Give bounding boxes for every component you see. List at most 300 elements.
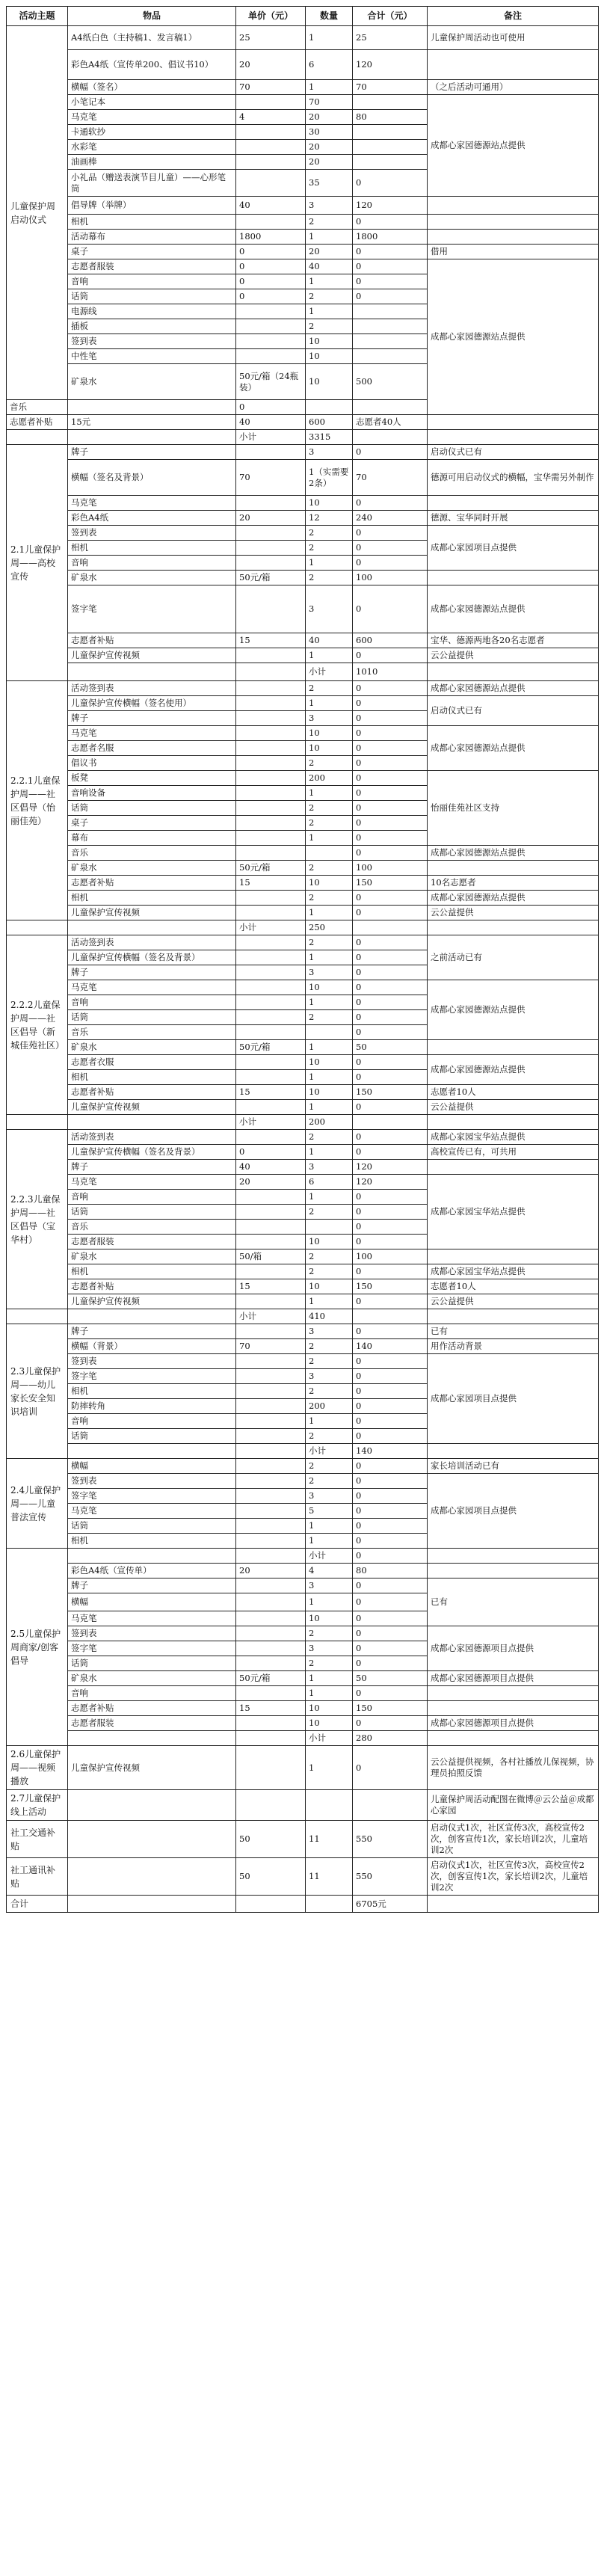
table-row: [7, 1701, 599, 1716]
topic-cell: 2.4儿童保护周——儿童普法宣传: [7, 1459, 68, 1549]
table-row: [7, 50, 599, 80]
price-cell: [236, 891, 306, 906]
total-cell: 0: [353, 1354, 428, 1369]
qty-cell: 1: [306, 1414, 353, 1429]
item-cell: 矿泉水: [68, 1249, 236, 1264]
total-cell: 0: [353, 965, 428, 980]
item-cell: [68, 1549, 236, 1564]
qty-cell: 10: [306, 1235, 353, 1249]
qty-cell: 1: [306, 1070, 353, 1085]
qty-cell: 12: [306, 511, 353, 526]
total-cell: 0: [353, 1489, 428, 1504]
qty-cell: 250: [306, 920, 353, 935]
price-cell: [236, 965, 306, 980]
table-row: [7, 846, 599, 861]
remark-cell: [428, 50, 599, 80]
remark-cell: [428, 1564, 599, 1579]
header-total: 合计（元）: [353, 7, 428, 26]
total-cell: [353, 304, 428, 319]
price-cell: [236, 1264, 306, 1279]
price-cell: [236, 1459, 306, 1474]
item-cell: 音乐: [68, 1220, 236, 1235]
total-cell: 100: [353, 861, 428, 876]
total-cell: 0: [353, 995, 428, 1010]
total-cell: 0: [353, 1716, 428, 1731]
topic-cell: 2.2.1儿童保护周——社区倡导（怡丽佳苑）: [7, 681, 68, 920]
qty-cell: 2: [306, 1626, 353, 1641]
remark-cell: 成都心家园项目点提供: [428, 1354, 599, 1444]
table-row: [7, 1249, 599, 1264]
item-cell: 马克笔: [68, 1504, 236, 1519]
price-cell: [236, 995, 306, 1010]
qty-cell: 3: [306, 197, 353, 215]
item-cell: 相机: [68, 1534, 236, 1549]
price-cell: [236, 541, 306, 556]
total-cell: 120: [353, 197, 428, 215]
qty-cell: 小计: [306, 1444, 353, 1459]
qty-cell: 10: [306, 334, 353, 349]
total-cell: 0: [353, 1579, 428, 1593]
item-cell: 倡导牌（举牌）: [68, 197, 236, 215]
remark-cell: [428, 197, 599, 215]
qty-cell: 3: [306, 445, 353, 460]
item-cell: [68, 1731, 236, 1746]
price-cell: 15: [236, 1085, 306, 1100]
total-cell: 0: [353, 1145, 428, 1160]
remark-cell: 宝华、德源两地各20名志愿者: [428, 633, 599, 648]
price-cell: [236, 1519, 306, 1534]
total-cell: [353, 349, 428, 364]
item-cell: 儿童保护宣传视频: [68, 1746, 236, 1790]
total-cell: 0: [353, 831, 428, 846]
table-row: [7, 1579, 599, 1593]
qty-cell: 40: [306, 259, 353, 274]
price-cell: 50: [236, 1858, 306, 1896]
total-cell: 0: [353, 1414, 428, 1429]
item-cell: [68, 1858, 236, 1896]
item-cell: 活动幕布: [68, 230, 236, 245]
price-cell: [236, 816, 306, 831]
table-row: [7, 215, 599, 230]
remark-cell: （之后活动可通用）: [428, 80, 599, 95]
price-cell: 25: [236, 26, 306, 50]
price-cell: 小计: [236, 430, 306, 445]
price-cell: [236, 950, 306, 965]
remark-cell: 高校宣传已有，可共用: [428, 1145, 599, 1160]
item-cell: 签到表: [68, 334, 236, 349]
qty-cell: 3: [306, 1369, 353, 1384]
price-cell: 4: [236, 110, 306, 125]
total-cell: 0: [353, 801, 428, 816]
item-cell: 彩色A4纸（宣传单）: [68, 1564, 236, 1579]
table-row: [7, 511, 599, 526]
total-cell: 0: [353, 1100, 428, 1115]
qty-cell: 2: [306, 215, 353, 230]
price-cell: [236, 846, 306, 861]
total-cell: 50: [353, 1671, 428, 1686]
item-cell: 桌子: [68, 245, 236, 259]
remark-cell: 儿童保护周活动也可使用: [428, 26, 599, 50]
item-cell: [68, 430, 236, 445]
qty-cell: 10: [306, 876, 353, 891]
table-body: [7, 26, 599, 1913]
total-cell: 0: [353, 906, 428, 920]
item-cell: 矿泉水: [68, 1040, 236, 1055]
remark-cell: 启动仪式1次，社区宣传3次，高校宣传2次，创客宣传1次，家长培训2次，儿童培训2次: [428, 1858, 599, 1896]
table-row: [7, 1731, 599, 1746]
item-cell: [68, 1444, 236, 1459]
qty-cell: 1: [306, 1040, 353, 1055]
price-cell: [236, 526, 306, 541]
qty-cell: 3: [306, 1324, 353, 1339]
total-cell: 100: [353, 1249, 428, 1264]
total-cell: 0: [353, 541, 428, 556]
qty-cell: 1: [306, 1294, 353, 1309]
table-row: [7, 980, 599, 995]
remark-cell: [428, 861, 599, 876]
remark-cell: [428, 663, 599, 681]
total-cell: 0: [353, 771, 428, 786]
item-cell: [68, 1309, 236, 1324]
price-cell: 40: [236, 415, 306, 430]
price-cell: [236, 1474, 306, 1489]
budget-table-container: [6, 6, 598, 1913]
price-cell: 15: [236, 876, 306, 891]
total-cell: 80: [353, 1564, 428, 1579]
price-cell: [236, 935, 306, 950]
item-cell: 卡通软抄: [68, 125, 236, 140]
qty-cell: 2: [306, 526, 353, 541]
price-cell: [236, 1549, 306, 1564]
price-cell: [236, 771, 306, 786]
topic-cell: 合计: [7, 1896, 68, 1913]
price-cell: [236, 1790, 306, 1821]
total-cell: 0: [353, 1384, 428, 1399]
remark-cell: 成都心家园项目点提供: [428, 526, 599, 571]
remark-cell: 成都心家园德源项目点提供: [428, 1716, 599, 1731]
table-row: [7, 1160, 599, 1175]
remark-cell: 德源、宝华同时开展: [428, 511, 599, 526]
price-cell: 小计: [236, 1309, 306, 1324]
price-cell: [236, 1504, 306, 1519]
topic-cell: [7, 430, 68, 445]
item-cell: 话筒: [68, 1429, 236, 1444]
qty-cell: 200: [306, 771, 353, 786]
qty-cell: 10: [306, 980, 353, 995]
total-cell: 0: [353, 1504, 428, 1519]
remark-cell: 云公益提供: [428, 906, 599, 920]
item-cell: [68, 1115, 236, 1130]
qty-cell: 1: [306, 1519, 353, 1534]
qty-cell: 10: [306, 496, 353, 511]
price-cell: 50元/箱（24瓶装）: [236, 364, 306, 400]
price-cell: [236, 585, 306, 633]
total-cell: [353, 319, 428, 334]
qty-cell: 2: [306, 935, 353, 950]
table-row: [7, 726, 599, 741]
item-cell: 话筒: [68, 1205, 236, 1220]
qty-cell: 1: [306, 648, 353, 663]
remark-cell: 成都心家园德源站点提供: [428, 259, 599, 415]
table-row: [7, 1130, 599, 1145]
remark-cell: 云公益提供: [428, 1100, 599, 1115]
topic-cell: 2.1儿童保护周——高校宣传: [7, 445, 68, 681]
item-cell: 马克笔: [68, 1611, 236, 1626]
qty-cell: 10: [306, 1716, 353, 1731]
item-cell: 签到表: [68, 1474, 236, 1489]
remark-cell: 志愿者10人: [428, 1279, 599, 1294]
qty-cell: 11: [306, 1821, 353, 1858]
item-cell: 相机: [68, 541, 236, 556]
table-row: [7, 1626, 599, 1641]
total-cell: 0: [353, 1429, 428, 1444]
price-cell: [236, 1070, 306, 1085]
table-row: [7, 920, 599, 935]
total-cell: 0: [353, 274, 428, 289]
qty-cell: 2: [306, 1264, 353, 1279]
qty-cell: 10: [306, 364, 353, 400]
price-cell: [236, 1025, 306, 1040]
table-row: [7, 1145, 599, 1160]
remark-cell: [428, 1731, 599, 1746]
total-cell: 0: [353, 1055, 428, 1070]
item-cell: 横幅（背景）: [68, 1339, 236, 1354]
total-cell: 0: [353, 1459, 428, 1474]
item-cell: 音响: [68, 556, 236, 571]
topic-cell: 2.2.2儿童保护周——社区倡导（新城佳苑社区）: [7, 935, 68, 1115]
price-cell: 15: [236, 1279, 306, 1294]
total-cell: 0: [353, 1549, 428, 1564]
table-row: [7, 1085, 599, 1100]
remark-cell: [428, 215, 599, 230]
total-cell: [353, 920, 428, 935]
remark-cell: 成都心家园宝华站点提供: [428, 1130, 599, 1145]
item-cell: 板凳: [68, 771, 236, 786]
item-cell: 小笔记本: [68, 95, 236, 110]
qty-cell: 1: [306, 26, 353, 50]
price-cell: 20: [236, 1564, 306, 1579]
item-cell: 话筒: [68, 289, 236, 304]
total-cell: 0: [353, 1190, 428, 1205]
price-cell: [236, 125, 306, 140]
table-row: [7, 1474, 599, 1489]
remark-cell: [428, 1160, 599, 1175]
table-row: [7, 197, 599, 215]
price-cell: 70: [236, 460, 306, 496]
item-cell: 桌子: [68, 816, 236, 831]
remark-cell: 借用: [428, 245, 599, 259]
item-cell: 横幅: [68, 1593, 236, 1611]
qty-cell: 1: [306, 80, 353, 95]
total-cell: 0: [353, 1264, 428, 1279]
qty-cell: 2: [306, 1384, 353, 1399]
item-cell: 志愿者补贴: [68, 876, 236, 891]
total-cell: 0: [353, 585, 428, 633]
remark-cell: [428, 415, 599, 430]
item-cell: 志愿者补贴: [68, 1085, 236, 1100]
item-cell: 志愿者服装: [68, 259, 236, 274]
remark-cell: [428, 920, 599, 935]
total-cell: 0: [353, 215, 428, 230]
table-row: [7, 1294, 599, 1309]
qty-cell: 3: [306, 1489, 353, 1504]
qty-cell: 2: [306, 1249, 353, 1264]
total-cell: 0: [353, 1656, 428, 1671]
price-cell: [236, 445, 306, 460]
price-cell: [236, 1534, 306, 1549]
price-cell: [236, 215, 306, 230]
price-cell: 15: [236, 1701, 306, 1716]
total-cell: 0: [353, 445, 428, 460]
item-cell: 话筒: [68, 1010, 236, 1025]
price-cell: 1800: [236, 230, 306, 245]
total-cell: 0: [353, 1324, 428, 1339]
remark-cell: 成都心家园德源站点提供: [428, 846, 599, 861]
table-row: [7, 1671, 599, 1686]
qty-cell: 2: [306, 861, 353, 876]
qty-cell: 2: [306, 1010, 353, 1025]
item-cell: [68, 1821, 236, 1858]
remark-cell: [428, 1444, 599, 1459]
item-cell: 牌子: [68, 445, 236, 460]
price-cell: 0: [236, 1145, 306, 1160]
total-cell: 500: [353, 364, 428, 400]
qty-cell: 10: [306, 1279, 353, 1294]
total-cell: 150: [353, 1085, 428, 1100]
table-row: [7, 1339, 599, 1354]
remark-cell: 成都心家园德源站点提供: [428, 1055, 599, 1085]
topic-cell: [7, 920, 68, 935]
qty-cell: 200: [306, 1399, 353, 1414]
price-cell: 50元/箱: [236, 861, 306, 876]
table-row: [7, 415, 599, 430]
qty-cell: 1: [306, 1593, 353, 1611]
price-cell: 70: [236, 80, 306, 95]
item-cell: 横幅（签名及背景）: [68, 460, 236, 496]
qty-cell: 6: [306, 50, 353, 80]
remark-cell: 怡丽佳苑社区支持: [428, 771, 599, 846]
qty-cell: 小计: [306, 1731, 353, 1746]
qty-cell: 4: [306, 1564, 353, 1579]
remark-cell: 10名志愿者: [428, 876, 599, 891]
total-cell: 0: [353, 1205, 428, 1220]
table-row: [7, 1716, 599, 1731]
item-cell: 志愿者服装: [68, 1235, 236, 1249]
qty-cell: 3: [306, 1641, 353, 1656]
total-cell: 550: [353, 1858, 428, 1896]
table-row: [7, 696, 599, 711]
total-cell: 0: [353, 1220, 428, 1235]
price-cell: [236, 801, 306, 816]
item-cell: 牌子: [68, 711, 236, 726]
qty-cell: 2: [306, 891, 353, 906]
qty-cell: 1: [306, 1100, 353, 1115]
qty-cell: 1: [306, 304, 353, 319]
price-cell: [236, 1235, 306, 1249]
price-cell: [236, 1100, 306, 1115]
total-cell: 0: [353, 648, 428, 663]
qty-cell: 5: [306, 1504, 353, 1519]
qty-cell: 2: [306, 1429, 353, 1444]
qty-cell: 30: [306, 125, 353, 140]
item-cell: [68, 663, 236, 681]
item-cell: 彩色A4纸: [68, 511, 236, 526]
total-cell: [353, 125, 428, 140]
qty-cell: 2: [306, 289, 353, 304]
total-cell: 1010: [353, 663, 428, 681]
price-cell: 0: [236, 259, 306, 274]
item-cell: 水彩笔: [68, 140, 236, 155]
price-cell: [236, 906, 306, 920]
total-cell: 0: [353, 170, 428, 197]
header-price: 单价（元）: [236, 7, 306, 26]
item-cell: 牌子: [68, 965, 236, 980]
remark-cell: 用作活动背景: [428, 1339, 599, 1354]
remark-cell: [428, 1701, 599, 1716]
price-cell: [236, 1686, 306, 1701]
qty-cell: 11: [306, 1858, 353, 1896]
item-cell: 相机: [68, 215, 236, 230]
item-cell: 儿童保护宣传视频: [68, 906, 236, 920]
remark-cell: 云公益提供: [428, 1294, 599, 1309]
item-cell: 话筒: [68, 1519, 236, 1534]
item-cell: 签到表: [68, 1626, 236, 1641]
qty-cell: 1: [306, 274, 353, 289]
price-cell: 15: [236, 633, 306, 648]
qty-cell: 1: [306, 1534, 353, 1549]
qty-cell: 1: [306, 1671, 353, 1686]
qty-cell: 2: [306, 1354, 353, 1369]
price-cell: 40: [236, 1160, 306, 1175]
price-cell: [236, 1731, 306, 1746]
qty-cell: 2: [306, 801, 353, 816]
total-cell: 120: [353, 50, 428, 80]
price-cell: [236, 1626, 306, 1641]
remark-cell: 启动仪式已有: [428, 445, 599, 460]
remark-cell: 启动仪式1次，社区宣传3次，高校宣传2次，创客宣传1次，家长培训2次，儿童培训2次: [428, 1821, 599, 1858]
item-cell: 签到表: [68, 526, 236, 541]
price-cell: [236, 1656, 306, 1671]
table-row: [7, 1100, 599, 1115]
price-cell: [236, 726, 306, 741]
total-cell: 0: [353, 1746, 428, 1790]
item-cell: 中性笔: [68, 349, 236, 364]
remark-cell: 成都心家园德源项目点提供: [428, 1626, 599, 1671]
price-cell: [236, 1130, 306, 1145]
qty-cell: 3: [306, 1160, 353, 1175]
qty-cell: 10: [306, 1701, 353, 1716]
price-cell: [236, 1055, 306, 1070]
price-cell: [236, 980, 306, 995]
topic-cell: 2.5儿童保护周商家/创客倡导: [7, 1549, 68, 1746]
qty-cell: 20: [306, 245, 353, 259]
price-cell: [236, 496, 306, 511]
total-cell: 0: [353, 1534, 428, 1549]
total-cell: 0: [353, 935, 428, 950]
total-cell: 600: [353, 633, 428, 648]
table-row: [7, 1459, 599, 1474]
total-cell: 70: [353, 80, 428, 95]
item-cell: 马克笔: [68, 496, 236, 511]
total-cell: 70: [353, 460, 428, 496]
price-cell: [236, 648, 306, 663]
topic-cell: 儿童保护周启动仪式: [7, 26, 68, 400]
item-cell: [68, 920, 236, 935]
remark-cell: [428, 1549, 599, 1564]
remark-cell: [428, 1040, 599, 1055]
price-cell: [236, 319, 306, 334]
qty-cell: 2: [306, 1459, 353, 1474]
